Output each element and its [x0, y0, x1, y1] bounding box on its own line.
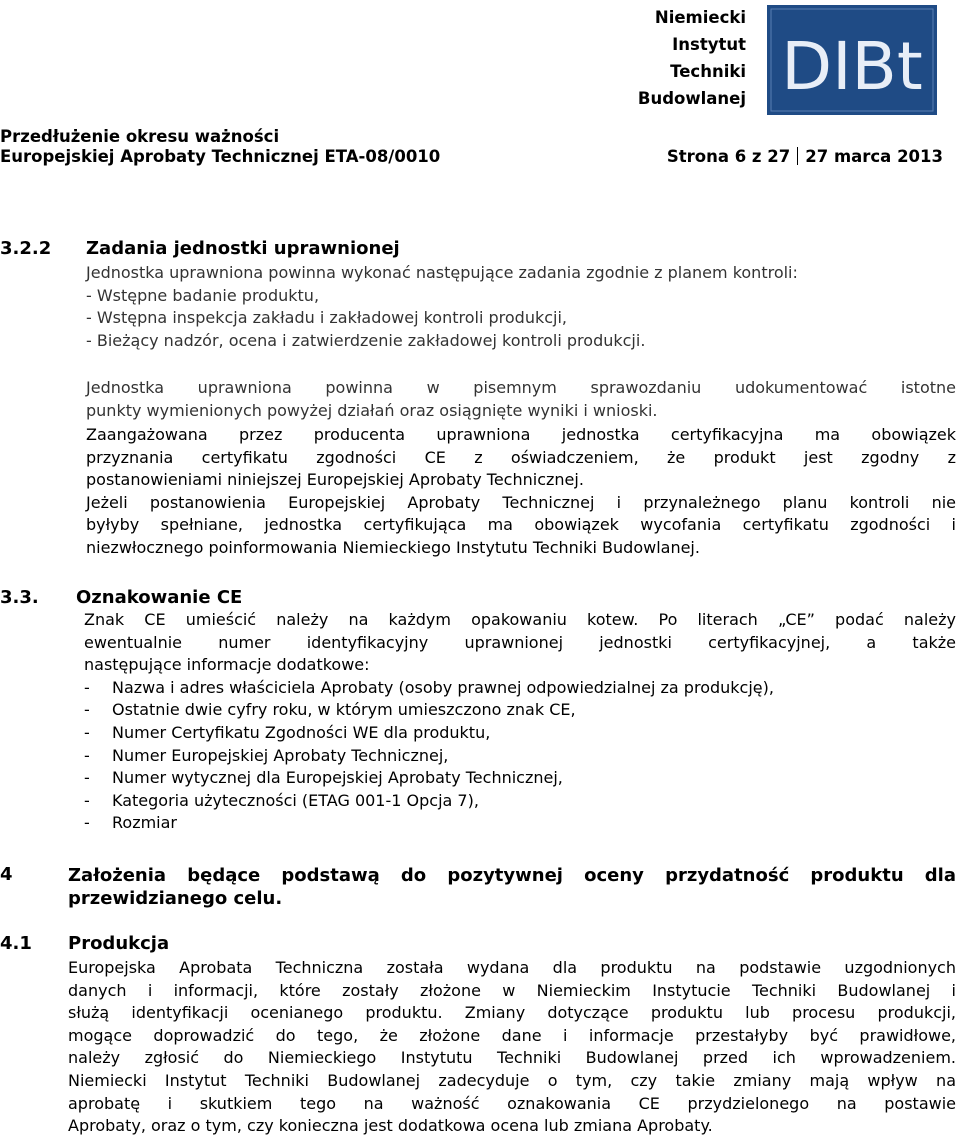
- list-item: - Ostatnie dwie cyfry roku, w którym umieszczono znak CE,: [84, 700, 576, 720]
- org-line: Instytut: [672, 35, 746, 54]
- paragraph-line: Znak CE umieścić należy na każdym opakowaniu kotew. Po literach „CE” podać należy: [84, 610, 956, 629]
- list-item: - Wstępna inspekcja zakładu i zakładowej kontroli produkcji,: [86, 308, 567, 328]
- list-item: - Nazwa i adres właściciela Aprobaty (osoby prawnej odpowiedzialnej za produkcję),: [84, 677, 774, 697]
- paragraph-line: służą identyfikacji ocenianego produktu. Zmiany dotyczące produktu lub procesu produkcji,: [68, 1003, 956, 1023]
- section-number: 4.1: [0, 933, 32, 954]
- section-title: Zadania jednostki uprawnionej: [86, 238, 400, 259]
- section-title: Produkcja: [68, 933, 170, 954]
- paragraph-line: byłyby spełniane, jednostka certyfikująca ma obowiązek wycofania certyfikatu zgodności i: [86, 515, 956, 535]
- list-item: - Rozmiar: [84, 813, 177, 833]
- paragraph-line: Jednostka uprawniona powinna w pisemnym sprawozdaniu udokumentować istotne: [86, 378, 956, 397]
- section-number: 4: [0, 864, 13, 885]
- paragraph-line: Aprobaty, oraz o tym, czy konieczna jest dodatkowa ocena lub zmiana Aprobaty.: [68, 1116, 713, 1136]
- section-number: 3.2.2: [0, 238, 52, 259]
- paragraph-line: następujące informacje dodatkowe:: [84, 655, 370, 675]
- org-line: Niemiecki: [654, 8, 746, 27]
- page-number: Strona 6 z 27: [666, 147, 791, 166]
- dibt-logo: [767, 5, 937, 115]
- section-title-line: przewidzianego celu.: [68, 888, 283, 909]
- list-item: - Numer Europejskiej Aprobaty Technicznej,: [84, 745, 449, 765]
- paragraph-line: postanowieniami niniejszej Europejskiej Aprobaty Technicznej.: [86, 470, 584, 490]
- section-title: Oznakowanie CE: [76, 587, 243, 608]
- paragraph-line: mogące doprowadzić do tego, że złożone dane i informacje przestałyby być prawidłowe,: [68, 1025, 956, 1045]
- paragraph-line: Jeżeli postanowienia Europejskiej Aprobaty Technicznej i przynależnego planu kontroli nie: [86, 492, 956, 512]
- document-reference: [0, 127, 440, 167]
- paragraph: [86, 424, 956, 560]
- paragraph-line: Zaangażowana przez producenta uprawniona jednostka certyfikacyjna ma obowiązek: [86, 425, 956, 444]
- paragraph-line: aprobatę i skutkiem tego na ważność oznakowania CE przydzielonego na postawie: [68, 1093, 956, 1113]
- list-item: - Kategoria użyteczności (ETAG 001-1 Opcja 7),: [84, 790, 479, 810]
- list-item: - Numer Certyfikatu Zgodności WE dla produktu,: [84, 722, 491, 742]
- paragraph-line: niezwłocznego poinformowania Niemieckiego Instytutu Techniki Budowlanej.: [86, 537, 700, 557]
- list-item: - Bieżący nadzór, ocena i zatwierdzenie zakładowej kontroli produkcji.: [86, 330, 646, 350]
- org-line: Techniki: [670, 62, 746, 81]
- paragraph-line: punkty wymienionych powyżej działań oraz osiągnięte wyniki i wnioski.: [86, 400, 658, 420]
- organization-name: [638, 4, 746, 112]
- org-line: Budowlanej: [637, 89, 746, 108]
- logo-text: DIBt: [781, 28, 923, 105]
- section-title-line: Założenia będące podstawą do pozytywnej oceny przydatność produktu dla: [68, 865, 956, 886]
- list-item: - Numer wytycznej dla Europejskiej Aprobaty Technicznej,: [84, 768, 563, 788]
- section-body: [68, 957, 956, 1138]
- section-body: [86, 262, 942, 352]
- paragraph-line: ewentualnie numer identyfikacyjny uprawnionej jednostki certyfikacyjnej, a także: [84, 632, 956, 652]
- paragraph-line: przyznania certyfikatu zgodności CE z oświadczeniem, że produkt jest zgodny z: [86, 447, 956, 467]
- paragraph-line: Europejska Aprobata Techniczna została wydana dla produktu na podstawie uzgodnionych: [68, 958, 956, 977]
- list-item: - Wstępne badanie produktu,: [86, 285, 320, 305]
- doc-title-line1: Przedłużenie okresu ważności: [0, 127, 280, 146]
- section-number: 3.3.: [0, 587, 39, 608]
- paragraph-line: Jednostka uprawniona powinna wykonać następujące zadania zgodnie z planem kontroli:: [86, 263, 798, 282]
- paragraph-line: danych i informacji, które zostały złożone w Niemieckim Instytucie Techniki Budowlanej i: [68, 980, 956, 1000]
- paragraph: [86, 377, 956, 422]
- header-divider: [797, 147, 798, 165]
- section-title: [68, 864, 956, 910]
- section-body: [84, 609, 956, 835]
- doc-title-line2: Europejskiej Aprobaty Technicznej ETA-08/0010: [0, 147, 441, 166]
- document-date: 27 marca 2013: [805, 147, 943, 166]
- paragraph-line: Niemiecki Instytut Techniki Budowlanej zadecyduje o tym, czy takie zmiany mają wpływ na: [68, 1070, 956, 1090]
- page-info: [667, 147, 943, 167]
- paragraph-line: należy zgłosić do Niemieckiego Instytutu Techniki Budowlanej przed ich wprowadzeniem.: [68, 1048, 956, 1068]
